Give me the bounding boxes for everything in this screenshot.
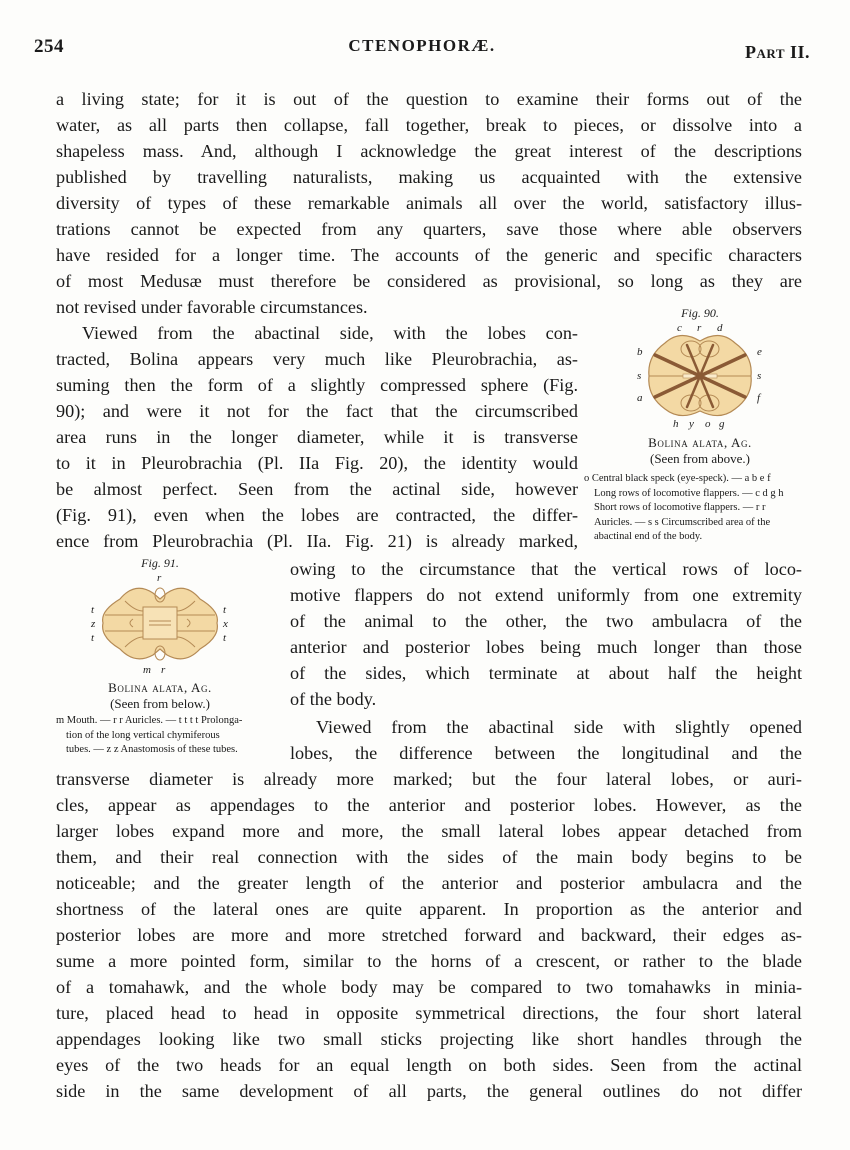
figure-91 [40,556,280,712]
bolina-actinal-illustration [85,571,235,676]
svg-text:o: o [705,418,711,430]
text-line: of a tomahawk, and the whole body may be compared to two tomahawks in minia- [56,977,802,997]
figure-title: Bolina alata, Ag. [648,435,752,450]
svg-text:h: h [673,418,679,430]
legend-line: abactinal end of the body. [594,531,703,542]
text-line: have resided for a longer time. The accounts of the generic and specific characters [56,245,802,265]
text-line: transverse diameter is already more marked; but the four lateral lobes, or auri- [56,769,802,789]
running-head: CTENOPHORÆ. [348,36,496,55]
figure-title: Bolina alata, Ag. [108,680,212,695]
page-number: 254 [34,36,64,57]
text-line: of most Medusæ must therefore be considered as provisional, so long as they are [56,271,802,291]
text-line: lobes, the difference between the longitudinal and the [290,743,802,763]
svg-text:c: c [677,322,682,334]
text-line: side in the same development of all parts, the general outlines do not differ [56,1081,802,1101]
text-line: be almost perfect. Seen from the actinal side, however [56,479,578,499]
text-line: ence from Pleurobrachia (Pl. IIa. Fig. 21) is already marked, [56,531,578,551]
text-line: eyes of the two heads for an equal length on both sides. Seen from the actinal [56,1055,802,1075]
text-line: shapeless mass. And, although I acknowledge the great interest of the descriptions [56,141,802,161]
figure-subtitle: (Seen from above.) [650,451,750,466]
text-line: them, and their real connection with the sides of the main body begins to be [56,847,802,867]
text-line: sume a more pointed form, similar to the horns of a crescent, or rather to the blade [56,951,802,971]
text-line: ture, placed head to head in opposite symmetrical directions, the four short lateral [56,1003,802,1023]
svg-text:g: g [719,418,725,430]
svg-text:a: a [637,392,643,404]
text-line: to it in Pleurobrachia (Pl. IIa Fig. 20), the identity would [56,453,578,473]
svg-text:y: y [689,418,694,430]
text-line: of the animal to the other, the two ambulacra of the [290,611,802,631]
svg-text:m: m [143,664,151,676]
figure-label: Fig. 91. [141,556,179,570]
bolina-abactinal-illustration [625,321,775,431]
legend-line: Long rows of locomotive flappers. — c d g h [594,487,784,499]
text-line: area runs in the longer diameter, while it is transverse [56,427,578,447]
text-line: diversity of types of these remarkable animals all over the world, satisfactory illus- [56,193,802,213]
figure-91-legend [56,714,276,758]
text-line: not revised under favorable circumstances. [56,297,368,317]
svg-text:t: t [223,632,227,644]
text-line: owing to the circumstance that the vertical rows of loco- [290,559,802,579]
legend-line: Short rows of locomotive flappers. — r r [594,502,766,513]
text-line: of the body. [290,689,377,709]
text-line: water, as all parts then collapse, fall together, break to pieces, or dissolve into a [56,115,802,135]
legend-line: o Central black speck (eye-speck). — a b e f [584,473,771,484]
text-line: published by travelling naturalists, making us acquainted with the extensive [56,167,802,187]
text-line: 90); and were it not for the fact that the circumscribed [56,401,578,421]
text-line: of the sides, which terminate at about half the height [290,663,802,683]
text-line: motive flappers do not extend uniformly from one extremity [290,585,802,605]
text-line: Viewed from the abactinal side, with the lobes con- [82,323,578,343]
svg-text:d: d [717,322,723,334]
figure-90 [580,306,820,467]
svg-text:e: e [757,346,762,358]
svg-text:z: z [91,618,96,630]
svg-text:s: s [757,370,762,382]
page-header [34,36,810,66]
part-label: Part II. [745,42,810,62]
text-line: shortness of the lateral ones are quite apparent. In proportion as the anterior and [56,899,802,919]
text-line: Viewed from the abactinal side with slightly opened [316,717,802,737]
text-line: larger lobes expand more and more, the small lateral lobes appear detached from [56,821,802,841]
legend-line: Auricles. — s s Circumscribed area of the [594,516,771,528]
text-line: appendages looking like two small sticks projecting like short handles through the [56,1029,802,1049]
svg-text:x: x [223,618,228,630]
text-line: tracted, Bolina appears very much like Pleurobrachia, as- [56,349,578,369]
figure-subtitle: (Seen from below.) [110,696,210,711]
figure-90-legend [584,472,810,545]
svg-text:t: t [91,632,95,644]
svg-text:t: t [223,604,227,616]
text-line: posterior lobes are more and more stretched forward and backward, their edges as- [56,925,802,945]
figure-label: Fig. 90. [681,306,719,320]
text-line: trations cannot be expected from any quarters, save those where able observers [56,219,802,239]
legend-line: tubes. — z z Anastomosis of these tubes. [66,744,238,755]
svg-text:f: f [757,392,761,404]
svg-text:r: r [161,664,166,676]
text-line: anterior and posterior lobes being much longer than those [290,637,802,657]
text-line: suming then the form of a slightly compressed sphere (Fig. [56,375,578,395]
text-line: a living state; for it is out of the question to examine their forms out of the [56,89,802,109]
svg-text:r: r [157,572,162,584]
legend-line: m Mouth. — r r Auricles. — t t t t Prolonga- [56,715,243,726]
text-line: noticeable; and the greater length of the anterior and posterior ambulacra and the [56,873,802,893]
legend-line: tion of the long vertical chymiferous [66,729,220,741]
text-line: (Fig. 91), even when the lobes are contracted, the differ- [56,505,578,525]
svg-text:b: b [637,346,643,358]
svg-text:r: r [697,322,702,334]
svg-text:t: t [91,604,95,616]
text-line: cles, appear as appendages to the anterior and posterior lobes. However, as the [56,795,802,815]
svg-text:s: s [637,370,642,382]
